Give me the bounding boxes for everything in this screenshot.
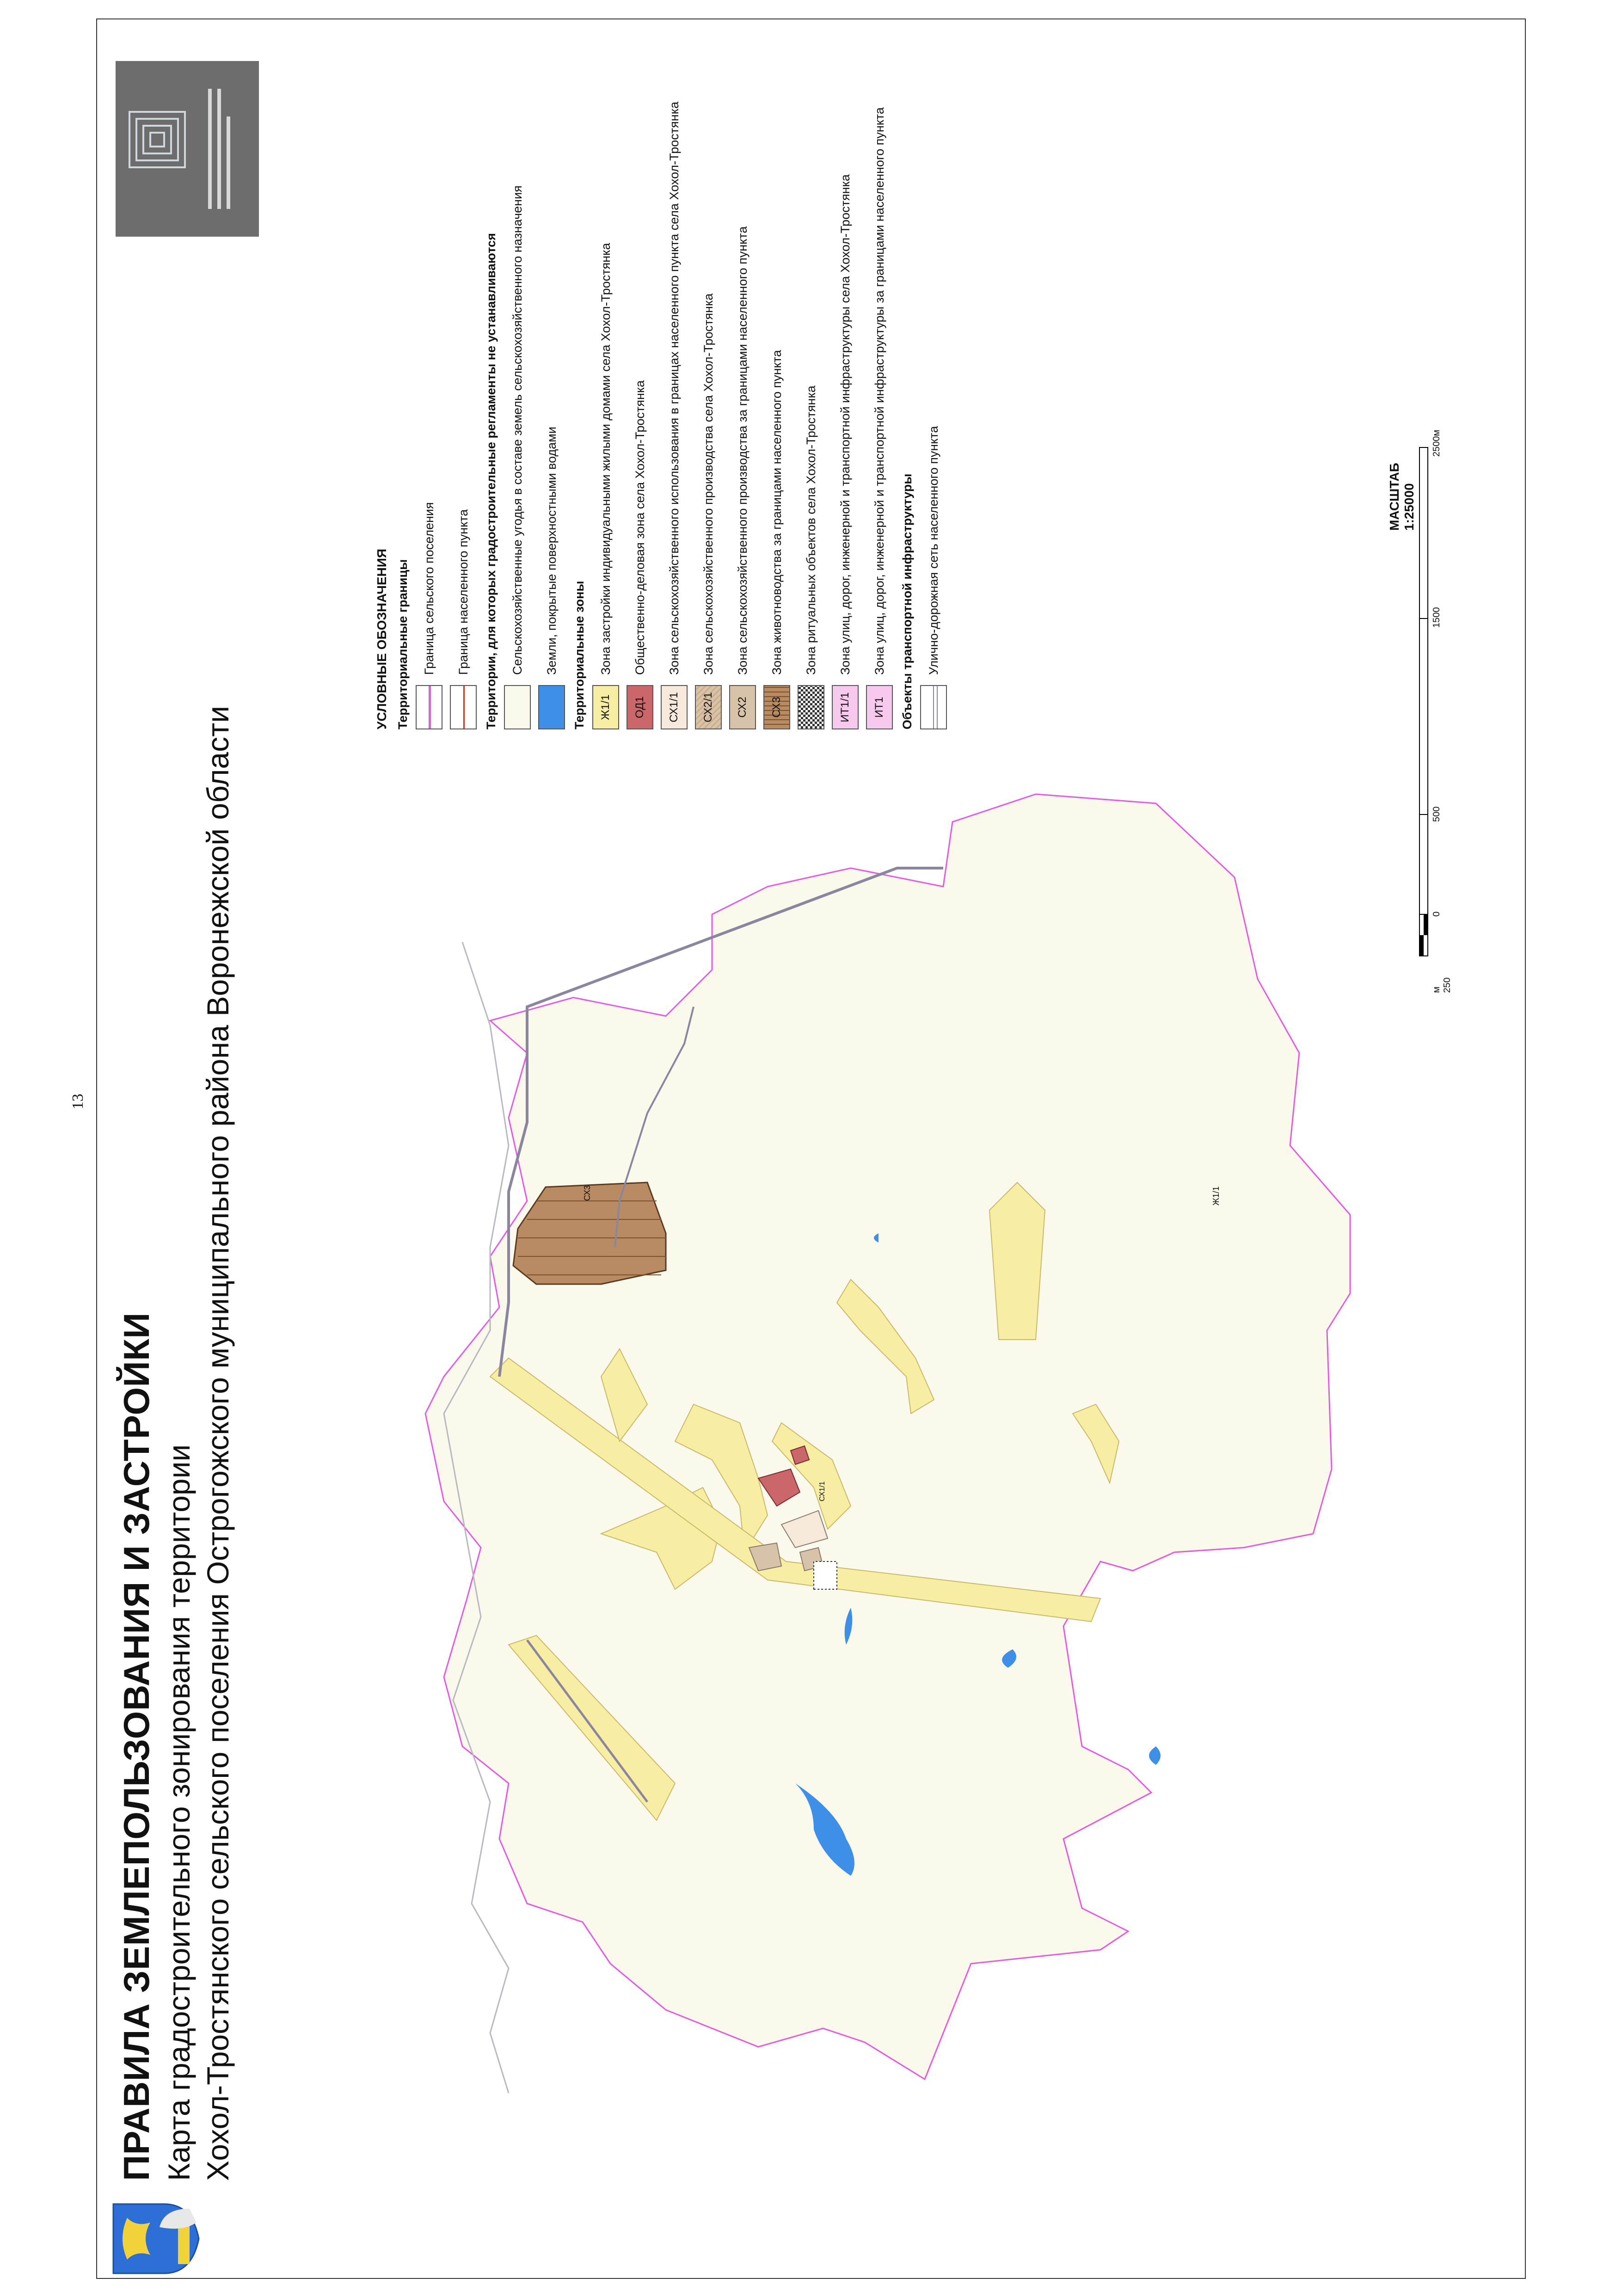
legend-label: Зона сельскохозяйственного производства за границами населенного пункта — [735, 226, 750, 675]
zone-swatch-agri-prod-outside: СХ2 — [729, 685, 756, 729]
scale-tick-2500: 2500м — [1432, 429, 1442, 457]
legend-header: УСЛОВНЫЕ ОБОЗНАЧЕНИЯ — [375, 548, 389, 729]
title-main: ПРАВИЛА ЗЕМЛЕПОЛЬЗОВАНИЯ И ЗАСТРОЙКИ — [116, 1312, 157, 2181]
scale-tick-500: 500 — [1432, 806, 1442, 822]
legend-item — [729, 82, 756, 729]
zone-swatch-agri-prod: СХ2/1 — [695, 685, 722, 729]
map-sheet — [97, 19, 1525, 2278]
coat-of-arms-emblem — [109, 2199, 201, 2278]
water-swatch — [538, 685, 565, 729]
legend-label: Зона улиц, дорог, инженерной и транспортной инфраструктуры за границами населенного пункта — [872, 107, 886, 675]
legend-label: Земли, покрытые поверхностными водами — [544, 427, 559, 675]
zoning-map — [250, 753, 1498, 2162]
page-number: 13 — [69, 1094, 86, 1109]
company-logo — [116, 61, 259, 237]
legend-item — [695, 82, 722, 729]
legend-label: Зона животноводства за границами населенного пункта — [769, 350, 784, 675]
legend — [375, 82, 954, 729]
scale-title: МАСШТАБ 1:25000 — [1387, 463, 1416, 531]
map-label-agri-use: СХ1/1 — [818, 1481, 826, 1501]
legend-label: Граница сельского поселения — [422, 502, 436, 675]
legend-section-boundaries: Территориальные границы — [396, 559, 410, 729]
ritual-zone — [814, 1561, 837, 1589]
map-label-residential: Ж1/1 — [1211, 1186, 1221, 1206]
zone-swatch-infra-outside: ИТ1 — [866, 685, 893, 729]
legend-section-zones: Территориальные зоны — [572, 581, 586, 729]
legend-item — [798, 82, 824, 729]
scale-tick-1500: 1500 — [1432, 607, 1442, 628]
legend-label: Зона улиц, дорог, инженерной и транспортной инфраструктуры села Хохол-Тростянка — [838, 174, 852, 675]
road-network-swatch — [920, 685, 947, 729]
legend-item — [450, 82, 477, 729]
legend-label: Улично-дорожная сеть населенного пункта — [926, 426, 940, 675]
legend-label: Зона сельскохозяйственного использования в границах населенного пункта села Хохол-Тростянка — [667, 101, 681, 675]
title-area: Хохол-Тростянского сельского поселения Острогожского муниципального района Воронежской области — [201, 705, 235, 2181]
legend-label: Общественно-деловая зона села Хохол-Тростянка — [633, 380, 647, 675]
legend-item — [832, 82, 859, 729]
legend-label: Зона сельскохозяйственного производства села Хохол-Тростянка — [701, 293, 715, 675]
settlement-boundary — [425, 794, 1350, 2079]
rural-land-swatch — [504, 685, 531, 729]
title-subtitle: Карта градостроительного зонирования территории — [162, 1444, 196, 2181]
legend-item — [661, 82, 688, 729]
settlement-boundary-swatch — [416, 685, 442, 729]
legend-item — [592, 82, 619, 729]
legend-label: Зона ритуальных объектов села Хохол-Тростянка — [804, 386, 818, 675]
legend-item — [866, 82, 893, 729]
legend-item — [538, 82, 565, 729]
zone-swatch-agri-use: СХ1/1 — [661, 685, 688, 729]
zone-swatch-ritual — [798, 685, 824, 729]
legend-section-transport: Объекты транспортной инфраструктуры — [900, 473, 914, 729]
legend-item — [763, 82, 790, 729]
legend-item — [416, 82, 442, 729]
legend-item — [627, 82, 653, 729]
scale-tick-0: 0 — [1432, 911, 1442, 917]
title-block — [116, 706, 235, 2181]
locality-boundary-swatch — [450, 685, 477, 729]
scale-ruler — [1415, 415, 1443, 993]
legend-item — [920, 82, 947, 729]
zone-swatch-residential: Ж1/1 — [592, 685, 619, 729]
legend-label: Сельскохозяйственные угодья в составе земель сельскохозяйственного назначения — [510, 185, 524, 675]
legend-label: Зона застройки индивидуальными жилыми домами села Хохол-Тростянка — [598, 243, 613, 675]
zone-swatch-public-business: ОД1 — [627, 685, 653, 729]
zone-swatch-livestock: СХ3 — [763, 685, 790, 729]
zone-swatch-infra-local: ИТ1/1 — [832, 685, 859, 729]
scale-unit: м 250 — [1432, 977, 1452, 993]
legend-section-no-regs: Территории, для которых градостроительные регламенты не устанавливаются — [484, 233, 498, 729]
map-label-livestock: СХ3 — [583, 1185, 592, 1201]
legend-item — [504, 82, 531, 729]
legend-label: Граница населенного пункта — [456, 509, 470, 675]
